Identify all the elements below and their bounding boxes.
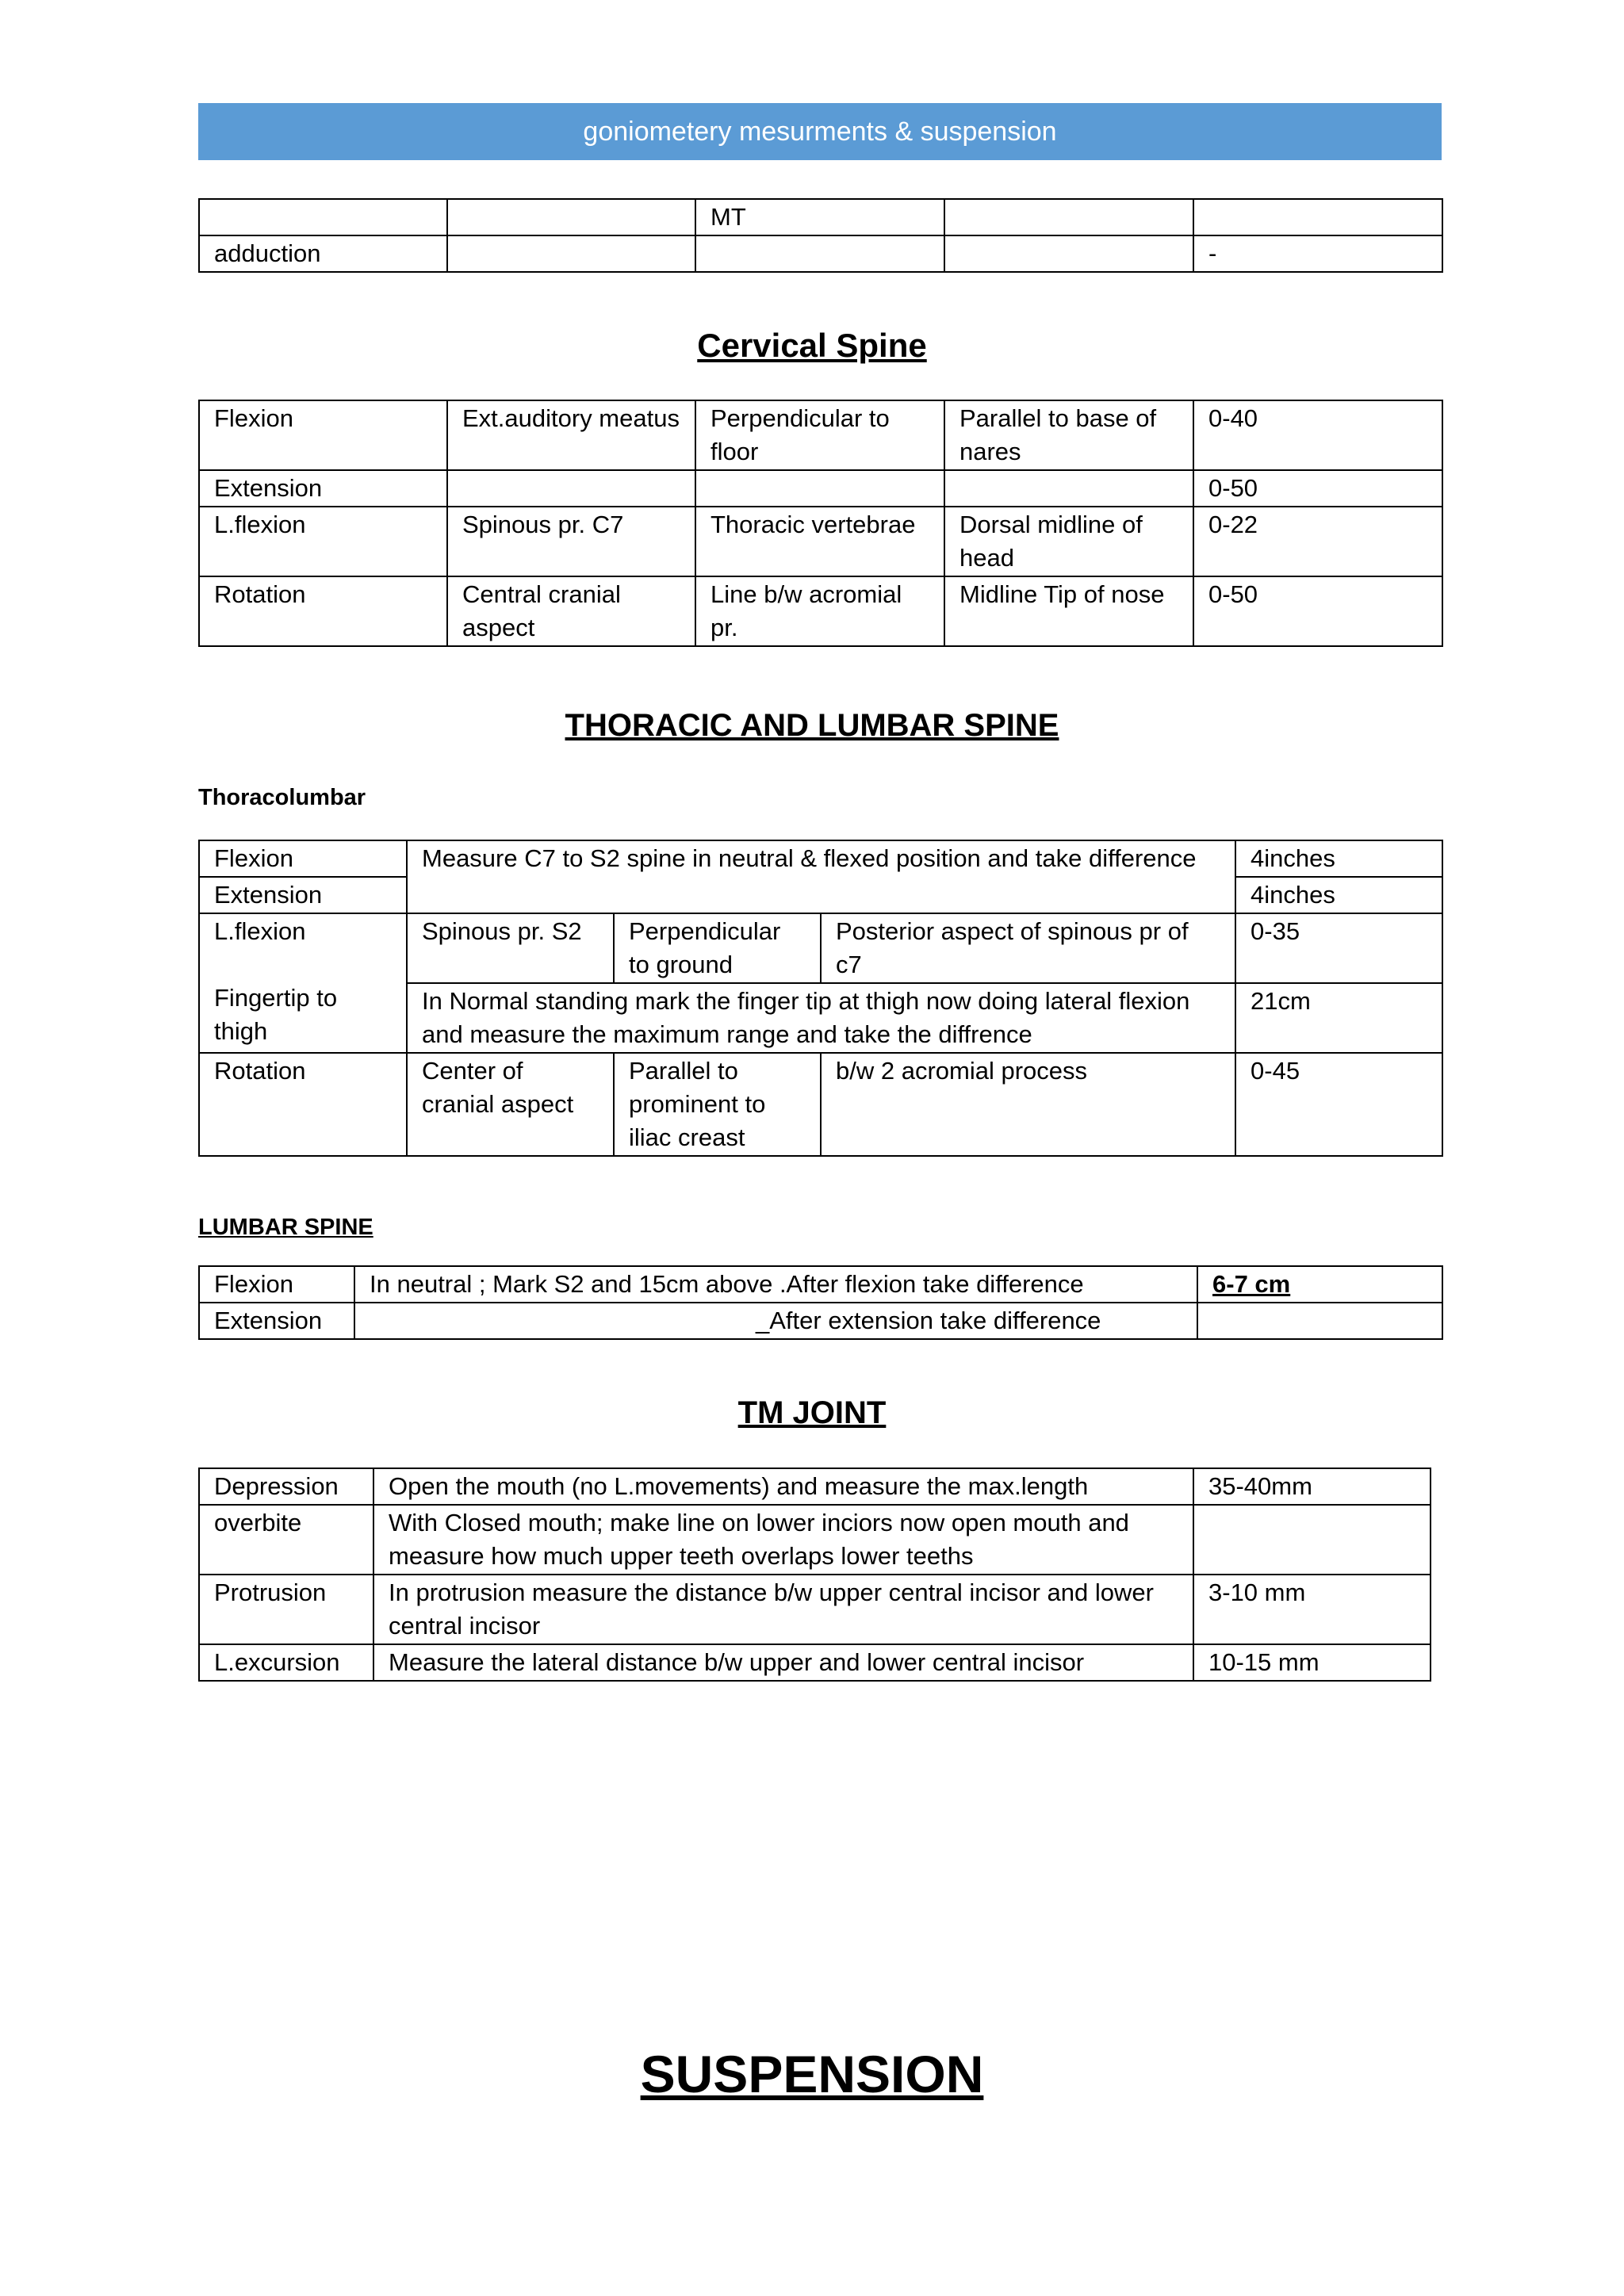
table-cell: Flexion	[199, 1266, 354, 1303]
table-cell: Center of cranial aspect	[407, 1053, 614, 1156]
table-row	[199, 1266, 1442, 1303]
table-row	[199, 1575, 1431, 1644]
table-row	[199, 840, 1442, 877]
cervical-spine-table	[198, 400, 1443, 647]
table-cell: Measure the lateral distance b/w upper and lower central incisor	[373, 1644, 1193, 1681]
table-cell: 0-40	[1193, 400, 1442, 470]
table-cell: 0-45	[1235, 1053, 1442, 1156]
table-cell: L.flexion	[199, 507, 447, 576]
table-cell: Rotation	[199, 576, 447, 646]
table-cell: Midline Tip of nose	[944, 576, 1193, 646]
top-table	[198, 198, 1443, 273]
table-cell: Open the mouth (no L.movements) and measure the max.length	[373, 1468, 1193, 1505]
table-cell	[695, 235, 944, 272]
table-row	[199, 470, 1442, 507]
table-cell: L.excursion	[199, 1644, 373, 1681]
table-cell	[1193, 1505, 1431, 1575]
table-cell	[199, 199, 447, 235]
lflexion-label: L.flexion	[214, 917, 306, 945]
tm-joint-heading: TM JOINT	[737, 1395, 887, 1430]
table-cell	[695, 470, 944, 507]
table-cell: Dorsal midline of head	[944, 507, 1193, 576]
table-cell: Depression	[199, 1468, 373, 1505]
table-cell: MT	[695, 199, 944, 235]
table-cell	[447, 235, 695, 272]
lumbar-table	[198, 1265, 1443, 1340]
table-row	[199, 1303, 1442, 1339]
table-cell: Rotation	[199, 1053, 407, 1156]
thoracolumbar-table	[198, 840, 1443, 1157]
table-cell: Protrusion	[199, 1575, 373, 1644]
cervical-spine-heading: Cervical Spine	[697, 327, 927, 364]
table-cell	[447, 199, 695, 235]
table-cell	[1197, 1266, 1442, 1303]
thoracolumbar-subheading: Thoracolumbar	[198, 785, 366, 810]
table-row	[199, 199, 1442, 235]
table-cell: 10-15 mm	[1193, 1644, 1431, 1681]
table-cell: In Normal standing mark the finger tip at thigh now doing lateral flexion and measure the maximum range and take the diffrence	[407, 983, 1235, 1053]
lumbar-flexion-value: 6-7 cm	[1212, 1270, 1291, 1298]
table-cell: Spinous pr. C7	[447, 507, 695, 576]
spacer	[214, 948, 392, 982]
table-cell: Measure C7 to S2 spine in neutral & flexed position and take difference	[407, 840, 1235, 913]
table-cell: In neutral ; Mark S2 and 15cm above .After flexion take difference	[354, 1266, 1197, 1303]
table-cell: Perpendicular to floor	[695, 400, 944, 470]
table-cell: _After extension take difference	[354, 1303, 1197, 1339]
table-cell: In protrusion measure the distance b/w upper central incisor and lower central incisor	[373, 1575, 1193, 1644]
table-cell: 0-50	[1193, 576, 1442, 646]
table-cell: Parallel to base of nares	[944, 400, 1193, 470]
table-cell: Extension	[199, 1303, 354, 1339]
suspension-heading: SUSPENSION	[640, 2045, 984, 2103]
table-cell	[1193, 199, 1442, 235]
fingertip-label: Fingertip to thigh	[214, 984, 338, 1045]
table-cell: 0-35	[1235, 913, 1442, 983]
table-cell	[447, 470, 695, 507]
table-cell	[944, 470, 1193, 507]
table-cell: Extension	[199, 877, 407, 913]
table-cell: Ext.auditory meatus	[447, 400, 695, 470]
table-cell: Central cranial aspect	[447, 576, 695, 646]
table-cell: With Closed mouth; make line on lower inciors now open mouth and measure how much upper teeth overlaps lower teeths	[373, 1505, 1193, 1575]
table-cell: Flexion	[199, 840, 407, 877]
table-row	[199, 1468, 1431, 1505]
table-cell	[1197, 1303, 1442, 1339]
tm-joint-table	[198, 1468, 1431, 1682]
lumbar-spine-subheading: LUMBAR SPINE	[198, 1215, 373, 1240]
thoracic-lumbar-heading: THORACIC AND LUMBAR SPINE	[565, 708, 1059, 743]
table-cell: Extension	[199, 470, 447, 507]
table-cell: 4inches	[1235, 877, 1442, 913]
table-row	[199, 1644, 1431, 1681]
table-cell: -	[1193, 235, 1442, 272]
table-cell: adduction	[199, 235, 447, 272]
table-cell: Perpendicular to ground	[614, 913, 821, 983]
table-row	[199, 400, 1442, 470]
table-cell: 35-40mm	[1193, 1468, 1431, 1505]
table-cell	[944, 199, 1193, 235]
table-cell: overbite	[199, 1505, 373, 1575]
table-row	[199, 1053, 1442, 1156]
table-cell: Flexion	[199, 400, 447, 470]
table-cell: 0-50	[1193, 470, 1442, 507]
table-row	[199, 507, 1442, 576]
table-cell: Line b/w acromial pr.	[695, 576, 944, 646]
table-cell: b/w 2 acromial process	[821, 1053, 1235, 1156]
table-cell: Spinous pr. S2	[407, 913, 614, 983]
table-cell	[944, 235, 1193, 272]
table-cell: Posterior aspect of spinous pr of c7	[821, 913, 1235, 983]
banner-title: goniometery mesurments & suspension	[583, 116, 1057, 147]
table-cell: 21cm	[1235, 983, 1442, 1053]
table-row	[199, 235, 1442, 272]
table-row	[199, 1505, 1431, 1575]
page-banner	[198, 103, 1442, 160]
table-cell: Thoracic vertebrae	[695, 507, 944, 576]
table-cell: 4inches	[1235, 840, 1442, 877]
table-cell: Parallel to prominent to iliac creast	[614, 1053, 821, 1156]
table-cell: 3-10 mm	[1193, 1575, 1431, 1644]
table-cell	[199, 913, 407, 1053]
table-row	[199, 913, 1442, 983]
table-cell: 0-22	[1193, 507, 1442, 576]
table-row	[199, 576, 1442, 646]
